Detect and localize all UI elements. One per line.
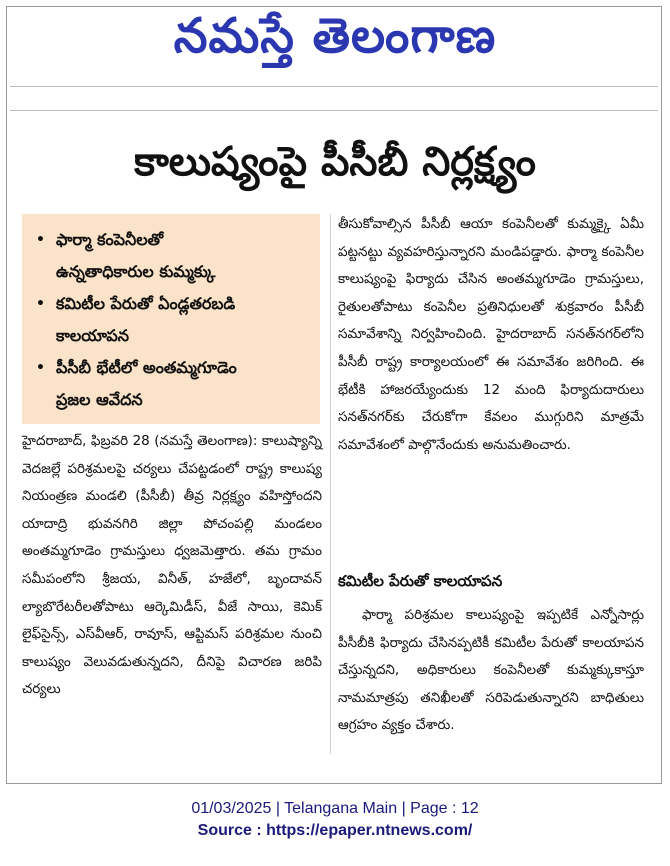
bullet-icon: • bbox=[36, 296, 45, 312]
bullet-icon: • bbox=[36, 232, 45, 248]
highlight-line: కమిటీల పేరుతో ఏండ్లతరబడి bbox=[56, 294, 236, 313]
highlight-line: ఉన్నతాధికారుల కుమ్మక్కు bbox=[56, 262, 216, 281]
headline-rule bbox=[10, 110, 658, 111]
article-headline: కాలుష్యంపై పీసీబీ నిర్లక్ష్యం bbox=[134, 139, 536, 185]
highlight-line: కాలయాపన bbox=[56, 326, 130, 345]
highlight-item bbox=[36, 288, 312, 352]
highlight-line: ఫార్మా కంపెనీలతో bbox=[56, 230, 164, 249]
highlight-line: ప్రజల ఆవేదన bbox=[56, 390, 143, 409]
highlight-item bbox=[36, 224, 312, 288]
footer-edition-info: 01/03/2025 | Telangana Main | Page : 12 bbox=[191, 800, 479, 817]
article-body-right: తీసుకోవాల్సిన పీసీబీ ఆయా కంపెనీలతో కుమ్మక్కై ఏమీ పట్టనట్టు వ్యవహరిస్తున్నారని మండిపడ్డారు. ఫార్మా కంపెనీల కాలుష్యంపై ఫిర్యాదు చేసిన అంతమ్మగూడెం గ్రామస్తులు, రైతులతోపాటు కంపెనీల ప్రతినిధులతో శుక్రవారం పీసీబీ సమావేశాన్ని నిర్వహించింది. హైదరాబాద్ సనత్‌నగర్‌లోని పీసీబీ రాష్ట్ర కార్యాలయంలో ఈ సమావేశం జరిగింది. ఈ భేటీకి హాజరయ్యేందుకు 12 మంది ఫిర్యాదుదారులు సనత్‌నగర్‌కు చేరుకోగా కేవలం ముగ్గురిని మాత్రమే సమావేశంలో పాల్గొనేందుకు అనుమతించారు. bbox=[338, 216, 644, 453]
highlight-item bbox=[36, 352, 312, 416]
article-body-right-2: ఫార్మా పరిశ్రమల కాలుష్యంపై ఇప్పటికే ఎన్నోసార్లు పీసీబీకి ఫిర్యాదు చేసినప్పటికీ కమిటీల పేరుతో కాలయాపన చేస్తున్నదని, అధికారులు కంపెనీలతో కుమ్మక్కుకాస్తూ నామమాత్రపు తనిఖీలతో సరిపెడుతున్నారని బాధితులు ఆగ్రహం వ్యక్తం చేశారు. bbox=[338, 607, 644, 734]
newspaper-masthead: నమస్తే తెలంగాణ bbox=[173, 8, 497, 64]
masthead-rule bbox=[10, 86, 658, 87]
bullet-icon: • bbox=[36, 360, 45, 376]
highlights-box bbox=[22, 214, 320, 424]
footer-source-link[interactable]: Source : https://epaper.ntnews.com/ bbox=[197, 822, 473, 839]
article-body-left: హైదరాబాద్, ఫిబ్రవరి 28 (నమస్తే తెలంగాణ): కాలుష్యాన్ని వెదజల్లే పరిశ్రమలపై చర్యలు చేపట్టడంలో రాష్ట్ర కాలుష్య నియంత్రణ మండలి (పీసీబీ) తీవ్ర నిర్లక్ష్యం వహిస్తోందని యాదాద్రి భువనగిరి జిల్లా పోచంపల్లి మండలం అంతమ్మగూడెం గ్రామస్తులు ధ్వజమెత్తారు. తమ గ్రామం సమీపంలోని శ్రీజయ, వినీత్, హజేలో, బృందావన్ ల్యాబొరేటరీలతోపాటు ఆర్కెమిడీస్, వీజే సాయి, కెమిక్ లైఫ్‌సైన్స్, ఎస్‌వీఆర్, రావూస్, ఆప్టిమస్ పరిశ్రమల నుంచి కాలుష్యం వెలువడుతున్నదని, దీనిపై విచారణ జరిపి చర్యలు bbox=[22, 433, 322, 698]
article-subheading: కమిటీల పేరుతో కాలయాపన bbox=[338, 572, 503, 590]
column-divider bbox=[330, 214, 331, 754]
highlight-line: పీసీబీ భేటీలో అంతమ్మగూడెం bbox=[56, 358, 237, 377]
